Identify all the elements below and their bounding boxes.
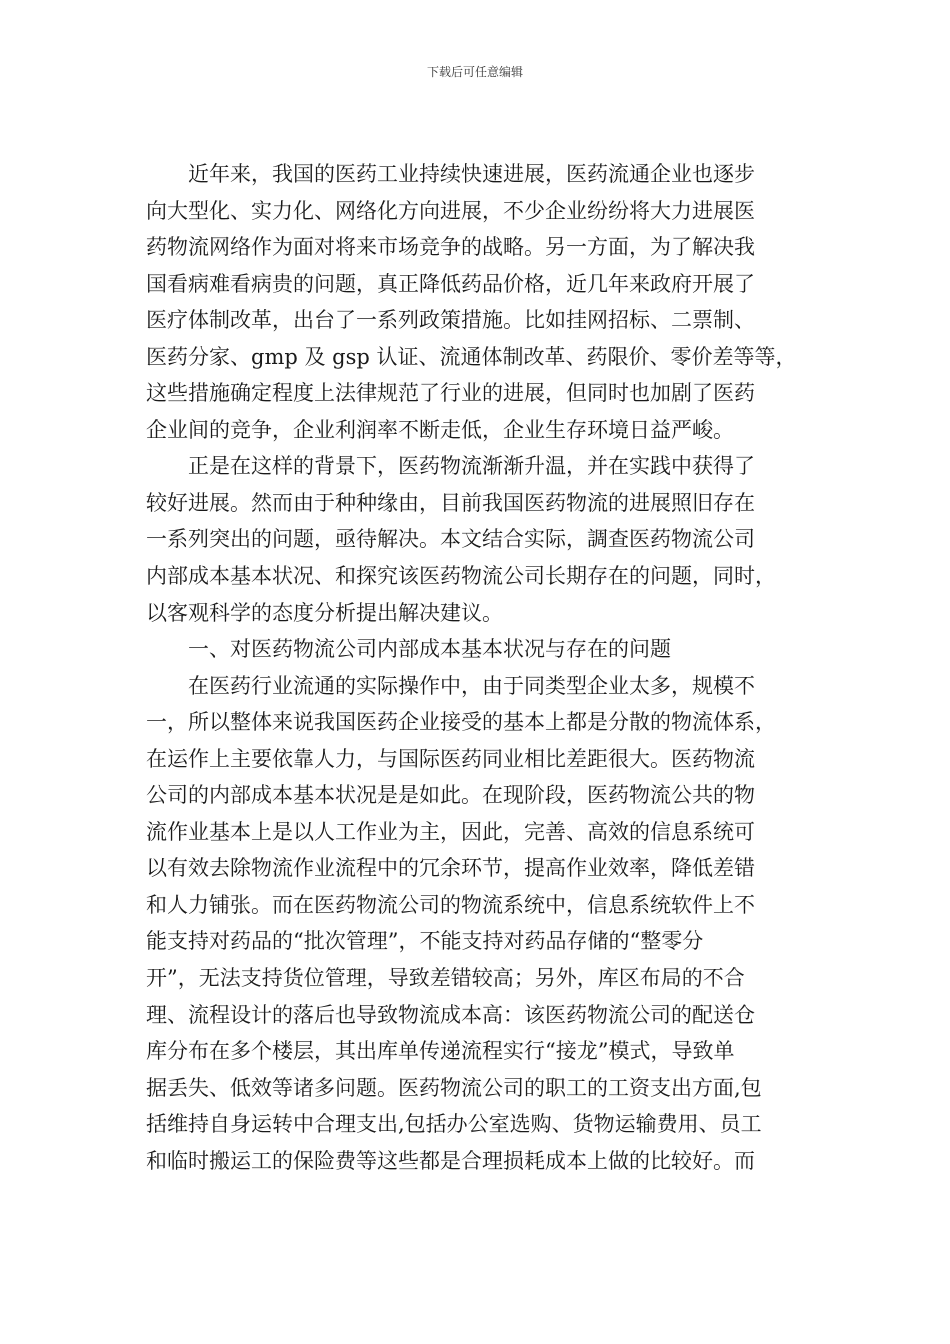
text-line: 一、对医药物流公司内部成本基本状况与存在的问题 [188, 637, 671, 662]
text-line: 能支持对药品的“批次管理”，不能支持对药品存储的“整零分 [146, 929, 704, 954]
text-line: 医药分家、gmp 及 gsp 认证、流通体制改革、药限价、零价差等等， [146, 344, 797, 369]
text-line: 内部成本基本状况、和探究该医药物流公司长期存在的问题，同时， [146, 564, 776, 589]
text-line: 这些措施确定程度上法律规范了行业的进展，但同时也加剧了医药 [146, 381, 755, 406]
text-line: 和人力铺张。而在医药物流公司的物流系统中，信息系统软件上不 [146, 892, 755, 917]
text-line: 据丢失、低效等诸多问题。医药物流公司的职工的工资支出方面,包 [146, 1075, 762, 1100]
text-line: 公司的内部成本基本状况是是如此。在现阶段，医药物流公共的物 [146, 783, 755, 808]
text-line: 较好进展。然而由于种种缘由，目前我国医药物流的进展照旧存在 [146, 490, 755, 515]
text-line: 一，所以整体来说我国医药企业接受的基本上都是分散的物流体系， [146, 710, 776, 735]
text-line: 以有效去除物流作业流程中的冗余环节，提高作业效率，降低差错 [146, 856, 755, 881]
text-line: 企业间的竞争，企业利润率不断走低，企业生存环境日益严峻。 [146, 417, 734, 442]
page-header: 下载后可任意编辑 [426, 65, 523, 79]
text-line: 药物流网络作为面对将来市场竞争的战略。另一方面，为了解决我 [146, 235, 755, 260]
text-line: 近年来，我国的医药工业持续快速进展，医药流通企业也逐步 [188, 162, 755, 186]
document-body [146, 156, 812, 1179]
text-line: 医疗体制改革，出台了一系列政策措施。比如挂网招标、二票制、 [146, 308, 755, 333]
text-line: 流作业基本上是以人工作业为主，因此，完善、高效的信息系统可 [146, 819, 755, 844]
text-line: 一系列突出的问题，亟待解决。本文结合实际，調查医药物流公司 [146, 527, 755, 552]
text-line: 以客观科学的态度分析提出解决建议。 [146, 600, 503, 625]
text-line: 国看病难看病贵的问题，真正降低药品价格，近几年来政府开展了 [146, 271, 755, 296]
text-line: 在运作上主要依靠人力，与国际医药同业相比差距很大。医药物流 [146, 746, 755, 771]
text-line: 括维持自身运转中合理支出,包括办公室选购、货物运输费用、员工 [146, 1112, 762, 1137]
text-line: 在医药行业流通的实际操作中，由于同类型企业太多，规模不 [188, 673, 755, 698]
text-line: 开”，无法支持货位管理，导致差错较高；另外，库区布局的不合 [146, 966, 745, 991]
text-line: 库分布在多个楼层，其出库单传递流程实行“接龙”模式，导致单 [146, 1039, 735, 1064]
text-line: 正是在这样的背景下，医药物流渐渐升温，并在实践中获得了 [188, 454, 755, 479]
text-line: 向大型化、实力化、网络化方向进展，不少企业纷纷将大力进展医 [146, 198, 755, 223]
text-line: 和临时搬运工的保险费等这些都是合理损耗成本上做的比较好。而 [146, 1148, 755, 1173]
text-line: 理、流程设计的落后也导致物流成本高：该医药物流公司的配送仓 [146, 1002, 755, 1027]
